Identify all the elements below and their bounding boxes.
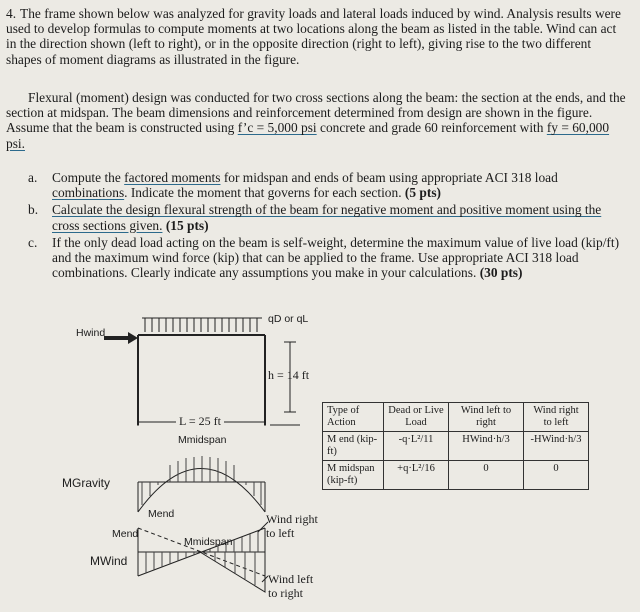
question-a-mark: a. — [28, 170, 38, 185]
steel-strength: fy = 60,000 psi. — [6, 120, 610, 151]
distributed-load — [142, 318, 262, 332]
gravity-moment-diagram — [138, 456, 265, 512]
table-cell: +q·L²/16 — [384, 461, 449, 490]
question-a-factored: factored moments — [124, 170, 221, 185]
wind-lr-line1: Wind left — [268, 572, 314, 586]
wind-arrow — [104, 332, 138, 344]
height-label: h = 14 ft — [268, 368, 310, 382]
table-cell: 0 — [449, 461, 524, 490]
intro-text: The frame shown below was analyzed for gravity loads and lateral loads induced by wind. Analysis results were used to develop formulas to compute moments at two locations along the beam as listed in the table. Wind can act in the direction shown (left to right), or in the opposite direction (right to left), giving rise to the two different shapes of moment diagrams as illustrated in the figure. — [6, 6, 621, 67]
table-cell: HWind·h/3 — [449, 432, 524, 461]
height-dimension — [270, 342, 300, 425]
midspan-moment-label: Mmidspan — [178, 434, 227, 446]
problem-intro — [6, 6, 628, 67]
table-header: Dead or Live Load — [384, 403, 449, 432]
wind-moment-label: MWind — [90, 554, 128, 568]
question-b-mark: b. — [28, 202, 39, 218]
load-label: qD or qL — [268, 313, 309, 325]
question-list — [28, 170, 628, 282]
gravity-hatching — [142, 456, 261, 505]
end-moment-label: Mend — [148, 508, 175, 520]
wind-right-to-left-label — [266, 512, 318, 540]
midspan-moment-wind-label: Mmidspan — [184, 536, 233, 548]
question-c — [28, 235, 628, 281]
design-text-b: concrete and grade 60 reinforcement with — [320, 120, 544, 136]
question-a-text1: Compute the — [52, 170, 121, 185]
problem-number: 4. — [6, 6, 17, 21]
question-b — [28, 202, 628, 232]
wind-load-label: Hwind — [76, 327, 106, 339]
table-cell: -q·L²/11 — [384, 432, 449, 461]
question-c-text: If the only dead load acting on the beam is self-weight, determine the maximum value of live load (kip/ft) and the maximum wind force (kip) that can be applied to the frame. Use appropriate ACI 318 load combinations. Clearly indicate any assumptions you make in your calculations. — [52, 234, 620, 281]
table-header: Wind right to left — [524, 403, 589, 432]
question-a-points: (5 pts) — [404, 185, 441, 201]
table-header: Wind left to right — [449, 403, 524, 432]
table-cell: 0 — [524, 461, 589, 490]
question-a-combinations: combinations — [52, 185, 125, 201]
wind-rl-line1: Wind right — [266, 512, 318, 526]
table-header-row — [323, 403, 589, 432]
question-a — [28, 170, 628, 200]
design-text-a: Flexural (moment) design was conducted for two cross sections along the beam: the section at the ends, and the section at midspan. The beam dimensions and reinforcement determined from design are shown in the figure. Assume that the beam is constructed using — [6, 90, 626, 136]
wind-left-to-right-label — [268, 572, 313, 600]
load-arrows — [145, 318, 257, 332]
table-row — [323, 461, 589, 490]
table-row — [323, 432, 589, 461]
table-cell: M end (kip-ft) — [323, 432, 384, 461]
question-a-text3: for midspan and ends of beam using appropriate ACI 318 load — [223, 170, 558, 185]
end-moment-wind-label: Mend — [112, 528, 139, 540]
design-paragraph — [6, 90, 628, 151]
question-c-points: (30 pts) — [479, 265, 523, 281]
portal-frame — [138, 335, 265, 425]
table-cell: -HWind·h/3 — [524, 432, 589, 461]
gravity-moment-label: MGravity — [62, 476, 110, 490]
question-c-mark: c. — [28, 234, 38, 250]
moment-formula-table — [322, 402, 589, 490]
span-label: L = 25 ft — [176, 414, 224, 429]
question-b-points: (15 pts) — [165, 217, 209, 233]
wind-lr-line2: to right — [268, 586, 303, 600]
table-header: Type of Action — [323, 403, 384, 432]
frame-figure — [0, 300, 640, 612]
question-b-text: Calculate the design flexural strength of the beam for negative moment and positive moment using the cross sections given. — [52, 202, 602, 233]
table-cell: M midspan (kip-ft) — [323, 461, 384, 490]
concrete-strength: f’c = 5,000 psi — [237, 120, 317, 136]
wind-rl-line2: to left — [266, 526, 295, 540]
question-a-text5: . Indicate the moment that governs for each section. — [124, 185, 402, 201]
